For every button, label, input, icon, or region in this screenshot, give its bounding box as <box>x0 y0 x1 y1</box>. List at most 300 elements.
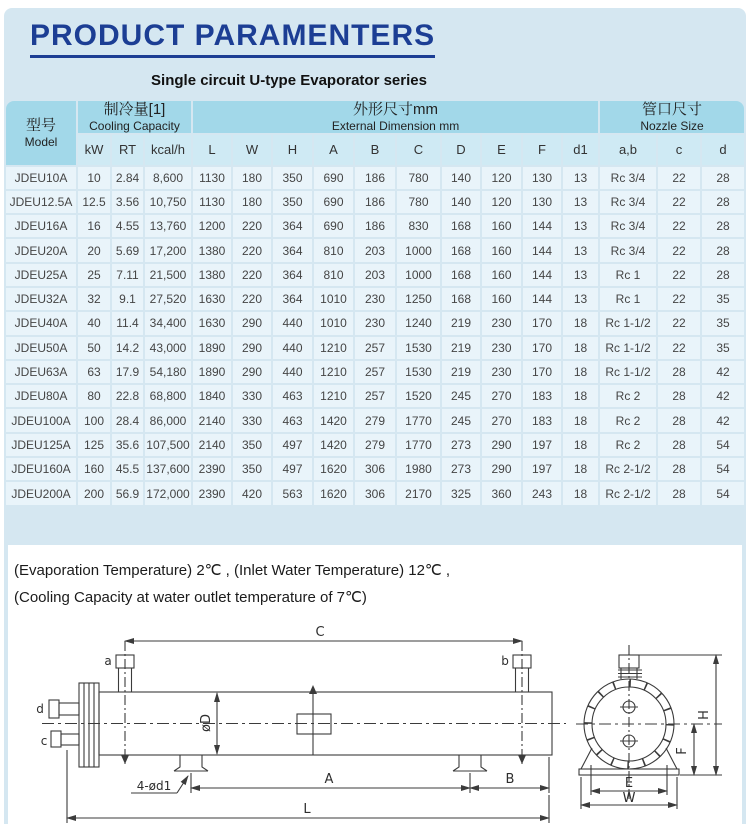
value-cell: 1980 <box>397 458 440 480</box>
value-cell: 168 <box>442 264 480 286</box>
value-cell: 350 <box>233 458 271 480</box>
value-cell: 27,520 <box>145 288 191 310</box>
value-cell: 364 <box>273 288 312 310</box>
value-cell: 1240 <box>397 312 440 334</box>
value-cell: 28 <box>658 361 700 383</box>
value-cell: 32 <box>78 288 110 310</box>
table-row <box>6 361 744 383</box>
table-row <box>6 458 744 480</box>
value-cell: 780 <box>397 167 440 189</box>
value-cell: 183 <box>523 409 561 431</box>
value-cell: 360 <box>482 482 521 504</box>
value-cell: 2140 <box>193 434 231 456</box>
value-cell: 144 <box>523 288 561 310</box>
value-cell: 45.5 <box>112 458 143 480</box>
cooling-label-en: Cooling Capacity <box>89 118 180 133</box>
label-nozzle-c: c <box>40 734 48 748</box>
note-line-2: (Cooling Capacity at water outlet temperature of 7℃) <box>14 589 367 606</box>
value-cell: 80 <box>78 385 110 407</box>
value-cell: 1000 <box>397 264 440 286</box>
subheader-h: H <box>273 135 312 165</box>
model-cell: JDEU20A <box>6 239 76 261</box>
value-cell: Rc 3/4 <box>600 167 656 189</box>
value-cell: 13 <box>563 191 598 213</box>
subheader-e: E <box>482 135 521 165</box>
value-cell: 14.2 <box>112 337 143 359</box>
value-cell: 10,750 <box>145 191 191 213</box>
value-cell: 18 <box>563 361 598 383</box>
value-cell: Rc 1 <box>600 288 656 310</box>
value-cell: Rc 2-1/2 <box>600 458 656 480</box>
value-cell: 54,180 <box>145 361 191 383</box>
col-header-external-dimension <box>193 101 598 133</box>
model-cell: JDEU160A <box>6 458 76 480</box>
series-subtitle: Single circuit U-type Evaporator series <box>151 71 427 89</box>
value-cell: 10 <box>78 167 110 189</box>
table-row <box>6 482 744 504</box>
value-cell: 28 <box>702 264 744 286</box>
subheader-c: C <box>397 135 440 165</box>
value-cell: 28.4 <box>112 409 143 431</box>
value-cell: 17,200 <box>145 239 191 261</box>
value-cell: 130 <box>523 167 561 189</box>
value-cell: 35 <box>702 312 744 334</box>
label-dim-h: H <box>697 710 712 720</box>
value-cell: 16 <box>78 215 110 237</box>
value-cell: 230 <box>355 312 395 334</box>
value-cell: 440 <box>273 312 312 334</box>
value-cell: 197 <box>523 434 561 456</box>
value-cell: Rc 2 <box>600 409 656 431</box>
value-cell: 690 <box>314 191 353 213</box>
table-row <box>6 215 744 237</box>
label-nozzle-a: a <box>104 654 112 668</box>
header-group-row <box>6 101 744 133</box>
product-parameters-panel <box>4 8 746 824</box>
value-cell: 273 <box>442 434 480 456</box>
value-cell: 28 <box>658 385 700 407</box>
value-cell: 144 <box>523 215 561 237</box>
value-cell: 160 <box>482 288 521 310</box>
value-cell: 18 <box>563 458 598 480</box>
value-cell: 140 <box>442 167 480 189</box>
value-cell: 13 <box>563 264 598 286</box>
value-cell: 325 <box>442 482 480 504</box>
value-cell: 68,800 <box>145 385 191 407</box>
value-cell: 34,400 <box>145 312 191 334</box>
value-cell: 8,600 <box>145 167 191 189</box>
value-cell: 563 <box>273 482 312 504</box>
value-cell: 364 <box>273 239 312 261</box>
value-cell: 28 <box>658 482 700 504</box>
value-cell: 20 <box>78 239 110 261</box>
col-header-cooling-capacity <box>78 101 191 133</box>
value-cell: 137,600 <box>145 458 191 480</box>
table-row <box>6 337 744 359</box>
value-cell: 2.84 <box>112 167 143 189</box>
col-header-model <box>6 101 76 165</box>
value-cell: 42 <box>702 361 744 383</box>
value-cell: 1210 <box>314 337 353 359</box>
value-cell: 1010 <box>314 312 353 334</box>
value-cell: 40 <box>78 312 110 334</box>
value-cell: Rc 2 <box>600 434 656 456</box>
value-cell: 140 <box>442 191 480 213</box>
value-cell: 306 <box>355 458 395 480</box>
note-line-1: (Evaporation Temperature) 2℃ , (Inlet Water Temperature) 12℃ , <box>14 562 451 579</box>
model-cell: JDEU125A <box>6 434 76 456</box>
subheader-l: L <box>193 135 231 165</box>
label-dim-l: L <box>303 802 311 817</box>
value-cell: 100 <box>78 409 110 431</box>
value-cell: 144 <box>523 264 561 286</box>
dimension-label-en: External Dimension mm <box>331 118 460 133</box>
value-cell: 160 <box>482 264 521 286</box>
value-cell: 172,000 <box>145 482 191 504</box>
value-cell: 1840 <box>193 385 231 407</box>
model-label-en: Model <box>24 134 58 149</box>
table-body <box>6 167 744 505</box>
value-cell: 440 <box>273 361 312 383</box>
table-row <box>6 239 744 261</box>
value-cell: 186 <box>355 215 395 237</box>
end-view <box>576 645 722 809</box>
notes-and-drawing-panel <box>8 545 742 828</box>
value-cell: 43,000 <box>145 337 191 359</box>
value-cell: 230 <box>482 312 521 334</box>
value-cell: 220 <box>233 239 271 261</box>
model-cell: JDEU50A <box>6 337 76 359</box>
table-row <box>6 264 744 286</box>
value-cell: 1010 <box>314 288 353 310</box>
value-cell: 219 <box>442 361 480 383</box>
label-nozzle-d: d <box>36 702 44 716</box>
value-cell: 160 <box>482 239 521 261</box>
cooling-label-zh: 制冷量[1] <box>103 100 166 118</box>
value-cell: 203 <box>355 239 395 261</box>
label-bolt-holes: 4-ød1 <box>136 779 172 793</box>
label-dim-w: W <box>622 791 636 806</box>
table-row <box>6 434 744 456</box>
value-cell: 243 <box>523 482 561 504</box>
value-cell: 257 <box>355 361 395 383</box>
subheader-rt: RT <box>112 135 143 165</box>
header-sub-row <box>6 135 744 165</box>
value-cell: 290 <box>482 458 521 480</box>
value-cell: Rc 1-1/2 <box>600 312 656 334</box>
value-cell: 28 <box>658 458 700 480</box>
value-cell: 17.9 <box>112 361 143 383</box>
value-cell: Rc 3/4 <box>600 191 656 213</box>
value-cell: 350 <box>233 434 271 456</box>
model-cell: JDEU100A <box>6 409 76 431</box>
value-cell: 13 <box>563 239 598 261</box>
subheader-noz-c: c <box>658 135 700 165</box>
value-cell: 50 <box>78 337 110 359</box>
value-cell: 13 <box>563 288 598 310</box>
value-cell: 290 <box>233 312 271 334</box>
model-cell: JDEU10A <box>6 167 76 189</box>
value-cell: Rc 3/4 <box>600 239 656 261</box>
value-cell: 25 <box>78 264 110 286</box>
value-cell: 18 <box>563 385 598 407</box>
value-cell: 306 <box>355 482 395 504</box>
value-cell: 2140 <box>193 409 231 431</box>
value-cell: 2170 <box>397 482 440 504</box>
page-title: PRODUCT PARAMENTERS <box>30 20 435 58</box>
value-cell: 1420 <box>314 409 353 431</box>
model-cell: JDEU63A <box>6 361 76 383</box>
model-label-zh: 型号 <box>25 116 56 134</box>
value-cell: 63 <box>78 361 110 383</box>
value-cell: 290 <box>233 361 271 383</box>
value-cell: 364 <box>273 264 312 286</box>
value-cell: 463 <box>273 385 312 407</box>
value-cell: 18 <box>563 482 598 504</box>
value-cell: 28 <box>702 191 744 213</box>
value-cell: 690 <box>314 215 353 237</box>
label-nozzle-b: b <box>501 654 509 668</box>
table-row <box>6 312 744 334</box>
value-cell: Rc 1-1/2 <box>600 361 656 383</box>
value-cell: 200 <box>78 482 110 504</box>
value-cell: 279 <box>355 434 395 456</box>
value-cell: 810 <box>314 264 353 286</box>
model-cell: JDEU32A <box>6 288 76 310</box>
value-cell: 18 <box>563 337 598 359</box>
subheader-noz-d: d <box>702 135 744 165</box>
dimension-label-zh: 外形尺寸mm <box>353 100 438 118</box>
value-cell: 56.9 <box>112 482 143 504</box>
label-dim-a: A <box>324 772 334 787</box>
subheader-ab: a,b <box>600 135 656 165</box>
value-cell: 54 <box>702 482 744 504</box>
value-cell: 168 <box>442 215 480 237</box>
value-cell: 18 <box>563 434 598 456</box>
value-cell: 13 <box>563 215 598 237</box>
nozzle-label-zh: 管口尺寸 <box>642 100 703 118</box>
value-cell: 220 <box>233 215 271 237</box>
value-cell: 330 <box>233 385 271 407</box>
value-cell: 1890 <box>193 337 231 359</box>
value-cell: 350 <box>273 167 312 189</box>
value-cell: 180 <box>233 167 271 189</box>
value-cell: 1620 <box>314 482 353 504</box>
model-cell: JDEU12.5A <box>6 191 76 213</box>
value-cell: 170 <box>523 361 561 383</box>
value-cell: 22 <box>658 215 700 237</box>
subheader-b: B <box>355 135 395 165</box>
value-cell: 219 <box>442 337 480 359</box>
value-cell: 1200 <box>193 215 231 237</box>
value-cell: 54 <box>702 434 744 456</box>
value-cell: 245 <box>442 409 480 431</box>
value-cell: 54 <box>702 458 744 480</box>
value-cell: 420 <box>233 482 271 504</box>
value-cell: 22 <box>658 312 700 334</box>
value-cell: 170 <box>523 337 561 359</box>
value-cell: 28 <box>702 167 744 189</box>
value-cell: 1130 <box>193 191 231 213</box>
value-cell: 1520 <box>397 385 440 407</box>
value-cell: 690 <box>314 167 353 189</box>
subheader-f: F <box>523 135 561 165</box>
value-cell: 350 <box>273 191 312 213</box>
label-dim-e: E <box>624 776 634 791</box>
table-row <box>6 191 744 213</box>
value-cell: 497 <box>273 458 312 480</box>
value-cell: 160 <box>482 215 521 237</box>
value-cell: 168 <box>442 239 480 261</box>
value-cell: 13 <box>563 167 598 189</box>
value-cell: 810 <box>314 239 353 261</box>
col-header-nozzle-size <box>600 101 744 133</box>
model-cell: JDEU80A <box>6 385 76 407</box>
value-cell: 270 <box>482 409 521 431</box>
label-phi-d: øD <box>199 714 214 732</box>
value-cell: 3.56 <box>112 191 143 213</box>
value-cell: 22 <box>658 288 700 310</box>
value-cell: 1770 <box>397 434 440 456</box>
value-cell: 22 <box>658 191 700 213</box>
model-cell: JDEU25A <box>6 264 76 286</box>
value-cell: 230 <box>482 361 521 383</box>
label-dim-b: B <box>505 772 515 787</box>
label-dim-c: C <box>315 625 325 640</box>
value-cell: 1530 <box>397 337 440 359</box>
value-cell: 86,000 <box>145 409 191 431</box>
value-cell: Rc 1-1/2 <box>600 337 656 359</box>
table-row <box>6 167 744 189</box>
value-cell: 180 <box>233 191 271 213</box>
value-cell: 12.5 <box>78 191 110 213</box>
value-cell: 2390 <box>193 482 231 504</box>
value-cell: 203 <box>355 264 395 286</box>
value-cell: 18 <box>563 409 598 431</box>
value-cell: 1130 <box>193 167 231 189</box>
value-cell: 290 <box>482 434 521 456</box>
value-cell: 220 <box>233 288 271 310</box>
value-cell: 463 <box>273 409 312 431</box>
value-cell: 35.6 <box>112 434 143 456</box>
value-cell: 22.8 <box>112 385 143 407</box>
value-cell: 22 <box>658 167 700 189</box>
value-cell: 1770 <box>397 409 440 431</box>
value-cell: 497 <box>273 434 312 456</box>
value-cell: 42 <box>702 409 744 431</box>
value-cell: 230 <box>355 288 395 310</box>
subheader-d: D <box>442 135 480 165</box>
table-row <box>6 288 744 310</box>
value-cell: 5.69 <box>112 239 143 261</box>
value-cell: 1420 <box>314 434 353 456</box>
value-cell: 18 <box>563 312 598 334</box>
value-cell: 1380 <box>193 264 231 286</box>
value-cell: 364 <box>273 215 312 237</box>
value-cell: 7.11 <box>112 264 143 286</box>
value-cell: 279 <box>355 409 395 431</box>
subheader-a: A <box>314 135 353 165</box>
value-cell: 22 <box>658 264 700 286</box>
subheader-d1: d1 <box>563 135 598 165</box>
value-cell: 219 <box>442 312 480 334</box>
value-cell: 245 <box>442 385 480 407</box>
value-cell: 270 <box>482 385 521 407</box>
value-cell: 130 <box>523 191 561 213</box>
value-cell: 11.4 <box>112 312 143 334</box>
value-cell: 186 <box>355 191 395 213</box>
value-cell: 35 <box>702 337 744 359</box>
parameters-table <box>4 99 746 507</box>
value-cell: 780 <box>397 191 440 213</box>
value-cell: 220 <box>233 264 271 286</box>
value-cell: 13,760 <box>145 215 191 237</box>
value-cell: 4.55 <box>112 215 143 237</box>
value-cell: 28 <box>658 409 700 431</box>
nozzle-label-en: Nozzle Size <box>640 118 704 133</box>
label-dim-f: F <box>675 747 690 755</box>
value-cell: 1210 <box>314 385 353 407</box>
subheader-kcalh: kcal/h <box>145 135 191 165</box>
model-cell: JDEU16A <box>6 215 76 237</box>
value-cell: 125 <box>78 434 110 456</box>
subheader-kw: kW <box>78 135 110 165</box>
value-cell: 273 <box>442 458 480 480</box>
value-cell: 2390 <box>193 458 231 480</box>
value-cell: 42 <box>702 385 744 407</box>
value-cell: 1530 <box>397 361 440 383</box>
subheader-w: W <box>233 135 271 165</box>
side-view <box>42 641 566 823</box>
table-row <box>6 409 744 431</box>
value-cell: 170 <box>523 312 561 334</box>
value-cell: 21,500 <box>145 264 191 286</box>
value-cell: 186 <box>355 167 395 189</box>
value-cell: 35 <box>702 288 744 310</box>
value-cell: 830 <box>397 215 440 237</box>
value-cell: 1380 <box>193 239 231 261</box>
value-cell: 1210 <box>314 361 353 383</box>
dimension-drawing <box>4 617 750 828</box>
value-cell: 290 <box>233 337 271 359</box>
value-cell: 22 <box>658 337 700 359</box>
value-cell: 257 <box>355 337 395 359</box>
value-cell: 1000 <box>397 239 440 261</box>
value-cell: 1630 <box>193 288 231 310</box>
value-cell: 28 <box>702 239 744 261</box>
value-cell: 330 <box>233 409 271 431</box>
value-cell: Rc 2-1/2 <box>600 482 656 504</box>
value-cell: 1890 <box>193 361 231 383</box>
value-cell: 120 <box>482 191 521 213</box>
value-cell: 144 <box>523 239 561 261</box>
value-cell: 197 <box>523 458 561 480</box>
value-cell: Rc 2 <box>600 385 656 407</box>
value-cell: 1630 <box>193 312 231 334</box>
value-cell: 107,500 <box>145 434 191 456</box>
value-cell: 9.1 <box>112 288 143 310</box>
value-cell: 22 <box>658 239 700 261</box>
value-cell: Rc 3/4 <box>600 215 656 237</box>
model-cell: JDEU40A <box>6 312 76 334</box>
value-cell: 440 <box>273 337 312 359</box>
value-cell: 230 <box>482 337 521 359</box>
value-cell: 28 <box>658 434 700 456</box>
value-cell: 257 <box>355 385 395 407</box>
value-cell: 183 <box>523 385 561 407</box>
value-cell: 168 <box>442 288 480 310</box>
model-cell: JDEU200A <box>6 482 76 504</box>
